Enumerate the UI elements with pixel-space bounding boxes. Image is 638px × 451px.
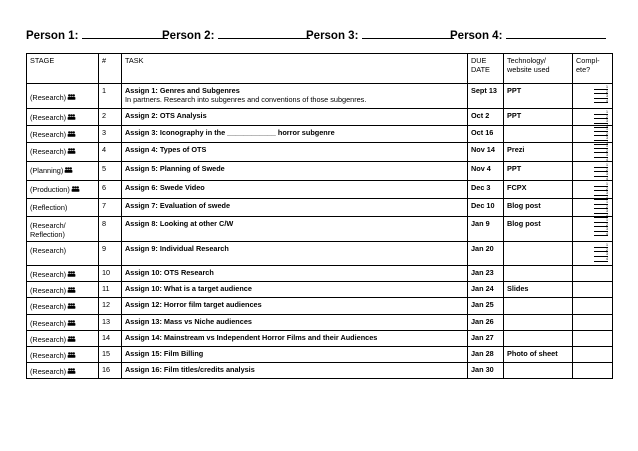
task-cell [122,242,468,266]
header-number: # [99,54,122,84]
complete-cell[interactable] [573,162,613,181]
due-date-cell: Oct 16 [468,126,504,143]
technology-cell [504,298,573,314]
complete-checklist [594,243,608,261]
complete-check-line[interactable]: 2 [594,168,608,173]
complete-check-line[interactable]: 2 [594,187,608,192]
stage-label: (Planning) [30,166,64,175]
number-cell: 13 [99,314,122,330]
table-row [27,266,613,282]
complete-check-line[interactable]: 4 [594,257,608,262]
technology-cell [504,126,573,143]
person-2-field[interactable] [162,29,310,42]
number-cell: 12 [99,298,122,314]
person-1-blank[interactable] [82,29,168,39]
number-cell: 1 [99,84,122,109]
header-complete: Compl- ete? [573,54,613,84]
technology-cell: Slides [504,282,573,298]
stage-label: (Research) [30,130,67,139]
task-cell [122,126,468,143]
task-cell [122,298,468,314]
technology-cell: FCPX [504,181,573,199]
stage-cell [27,298,99,314]
task-title: Assign 15: Film Billing [125,348,204,358]
assignment-table [26,53,613,379]
complete-check-line[interactable]: 4 [594,177,608,182]
complete-check-line[interactable]: 1 [594,200,608,205]
task-title: Assign 4: Types of OTS [125,145,207,154]
complete-cell[interactable] [573,143,613,162]
technology-cell: Photo of sheet [504,346,573,362]
complete-check-line[interactable]: 1 [594,243,608,248]
person-1-field[interactable] [26,29,168,42]
complete-check-line[interactable]: 2 [594,205,608,210]
person-1-label: Person 1: [26,30,79,42]
table-body [27,84,613,379]
number-cell: 2 [99,109,122,126]
complete-cell[interactable] [573,242,613,266]
complete-checklist [594,163,608,181]
complete-cell[interactable] [573,84,613,109]
table-row [27,217,613,242]
due-date-cell: Jan 27 [468,330,504,346]
table-row [27,143,613,162]
stage-cell [27,282,99,298]
complete-check-line[interactable]: 4 [594,124,608,129]
person-4-field[interactable] [450,29,606,42]
stage-cell [27,266,99,282]
complete-checklist [594,144,608,162]
stage-cell [27,362,99,378]
complete-check-line[interactable]: 1 [594,163,608,168]
group-icon [67,335,76,341]
complete-check-line[interactable]: 1 [594,85,608,90]
stage-label: (Research) [30,302,67,312]
complete-check-line[interactable]: 2 [594,248,608,253]
person-4-blank[interactable] [506,29,606,39]
task-cell [122,314,468,330]
task-title: Assign 5: Planning of Swede [125,164,225,173]
due-date-cell: Nov 14 [468,143,504,162]
task-cell [122,143,468,162]
task-title: Assign 2: OTS Analysis [125,111,207,120]
complete-check-line[interactable]: 3 [594,153,608,158]
complete-check-line[interactable]: 4 [594,158,608,163]
number-cell: 16 [99,362,122,378]
table-row [27,282,613,298]
complete-cell[interactable] [573,330,613,346]
table-row [27,314,613,330]
task-cell [122,330,468,346]
header-due-date: DUE DATE [468,54,504,84]
number-cell: 6 [99,181,122,199]
due-date-cell: Jan 20 [468,242,504,266]
due-date-cell: Oct 2 [468,109,504,126]
due-date-cell: Nov 4 [468,162,504,181]
stage-cell [27,314,99,330]
task-cell [122,181,468,199]
task-title: Assign 8: Looking at other C/W [125,219,234,228]
complete-cell[interactable] [573,126,613,143]
complete-check-line[interactable]: 2 [594,223,608,228]
complete-check-line[interactable]: 3 [594,94,608,99]
complete-check-line[interactable]: 4 [594,214,608,219]
header-technology: Technology/ website used [504,54,573,84]
due-date-cell: Dec 3 [468,181,504,199]
number-cell: 9 [99,242,122,266]
technology-cell: PPT [504,162,573,181]
stage-cell [27,143,99,162]
due-date-cell: Jan 24 [468,282,504,298]
stage-cell [27,84,99,109]
stage-label: (Research) [30,93,67,102]
stage-label: (Research) [30,147,67,156]
complete-checklist [594,85,608,103]
table-row [27,126,613,143]
stage-cell [27,109,99,126]
group-icon [67,130,76,136]
technology-cell: Blog post [504,217,573,242]
technology-cell [504,242,573,266]
complete-check-line[interactable]: 3 [594,172,608,177]
task-cell [122,362,468,378]
stage-cell [27,181,99,199]
table-row [27,362,613,378]
number-cell: 8 [99,217,122,242]
complete-cell[interactable] [573,362,613,378]
group-icon [67,270,76,276]
complete-check-line[interactable]: 1 [594,144,608,149]
due-date-cell: Jan 28 [468,346,504,362]
task-title: Assign 16: Film titles/credits analysis [125,364,255,374]
stage-label: (Research) [30,286,67,296]
complete-cell[interactable] [573,314,613,330]
stage-label: (Research) [30,113,67,122]
stage-cell [27,346,99,362]
complete-cell[interactable] [573,346,613,362]
table-row [27,330,613,346]
complete-check-line[interactable]: 3 [594,252,608,257]
table-row [27,181,613,199]
task-cell [122,346,468,362]
table-row [27,84,613,109]
technology-cell [504,362,573,378]
complete-check-line[interactable]: 2 [594,132,608,137]
complete-check-line[interactable]: 1 [594,110,608,115]
technology-cell: Blog post [504,199,573,217]
table-row [27,162,613,181]
number-cell: 14 [99,330,122,346]
task-cell [122,84,468,109]
task-title: Assign 3: Iconography in the ____________ horror subgenre [125,128,335,137]
stage-label: (Reflection) [30,203,68,212]
task-title: Assign 12: Horror film target audiences [125,300,262,310]
complete-cell[interactable] [573,181,613,199]
person-2-blank[interactable] [218,29,310,39]
complete-check-line[interactable]: 3 [594,227,608,232]
complete-check-line[interactable]: 4 [594,99,608,104]
task-title: Assign 7: Evaluation of swede [125,201,231,210]
task-title: Assign 1: Genres and Subgenres [125,86,240,95]
table-row [27,298,613,314]
number-cell: 3 [99,126,122,143]
group-icon [67,302,76,308]
task-title: Assign 9: Individual Research [125,244,229,254]
task-title: Assign 10: OTS Research [125,268,214,278]
complete-cell[interactable] [573,282,613,298]
complete-check-line[interactable]: 1 [594,218,608,223]
stage-cell [27,162,99,181]
group-icon [67,286,76,292]
due-date-cell: Jan 23 [468,266,504,282]
stage-label: (Research) [30,318,67,328]
person-3-label: Person 3: [306,30,359,42]
header-task: TASK [122,54,468,84]
stage-cell [27,126,99,143]
complete-check-line[interactable]: 3 [594,191,608,196]
complete-cell[interactable] [573,199,613,217]
table-row [27,109,613,126]
number-cell: 4 [99,143,122,162]
group-icon [67,93,76,99]
complete-cell[interactable] [573,298,613,314]
technology-cell [504,314,573,330]
task-cell [122,199,468,217]
group-icon [67,319,76,325]
table-row [27,199,613,217]
stage-label: (Research) [30,366,67,376]
group-icon [67,367,76,373]
person-2-label: Person 2: [162,30,215,42]
stage-cell [27,330,99,346]
due-date-cell: Sept 13 [468,84,504,109]
task-cell [122,266,468,282]
due-date-cell: Jan 9 [468,217,504,242]
stage-label: (Research) [30,270,67,280]
complete-check-line[interactable]: 4 [594,196,608,201]
task-title: Assign 6: Swede Video [125,183,205,192]
stage-cell [27,199,99,217]
complete-check-line[interactable]: 3 [594,119,608,124]
person-3-field[interactable] [306,29,454,42]
complete-cell[interactable] [573,109,613,126]
number-cell: 15 [99,346,122,362]
stage-label: (Research) [30,334,67,344]
technology-cell: PPT [504,109,573,126]
stage-cell [27,242,99,266]
stage-label: (Research/ Reflection) [30,221,66,240]
complete-cell[interactable] [573,266,613,282]
complete-checklist [594,218,608,236]
due-date-cell: Jan 25 [468,298,504,314]
task-cell [122,282,468,298]
due-date-cell: Jan 30 [468,362,504,378]
task-cell [122,217,468,242]
complete-check-line[interactable]: 4 [594,232,608,237]
group-icon [67,147,76,153]
complete-cell[interactable] [573,217,613,242]
group-icon [67,351,76,357]
complete-check-line[interactable]: 3 [594,136,608,141]
stage-label: (Research) [30,246,67,256]
task-title: Assign 14: Mainstream vs Independent Horror Films and their Audiences [125,332,378,342]
stage-cell [27,217,99,242]
task-cell [122,109,468,126]
number-cell: 10 [99,266,122,282]
table-row [27,346,613,362]
stage-label: (Research) [30,350,67,360]
table-header-row [27,54,613,84]
technology-cell [504,330,573,346]
header-stage: STAGE [27,54,99,84]
task-cell [122,162,468,181]
due-date-cell: Dec 10 [468,199,504,217]
complete-check-line[interactable]: 2 [594,149,608,154]
table-row [27,242,613,266]
task-description: In partners. Research into subgenres and conventions of those subgenres. [125,95,367,105]
person-4-label: Person 4: [450,30,503,42]
complete-check-line[interactable]: 1 [594,182,608,187]
technology-cell: Prezi [504,143,573,162]
group-icon [64,166,73,172]
stage-label: (Production) [30,185,70,194]
complete-check-line[interactable]: 2 [594,115,608,120]
due-date-cell: Jan 26 [468,314,504,330]
complete-check-line[interactable]: 1 [594,127,608,132]
technology-cell [504,266,573,282]
complete-check-line[interactable]: 3 [594,209,608,214]
complete-check-line[interactable]: 4 [594,141,608,146]
technology-cell: PPT [504,84,573,109]
number-cell: 7 [99,199,122,217]
group-icon [67,113,76,119]
person-3-blank[interactable] [362,29,454,39]
complete-check-line[interactable]: 2 [594,90,608,95]
group-icon [71,185,80,191]
task-title: Assign 13: Mass vs Niche audiences [125,316,252,326]
number-cell: 11 [99,282,122,298]
number-cell: 5 [99,162,122,181]
task-title: Assign 10: What is a target audience [125,284,252,294]
